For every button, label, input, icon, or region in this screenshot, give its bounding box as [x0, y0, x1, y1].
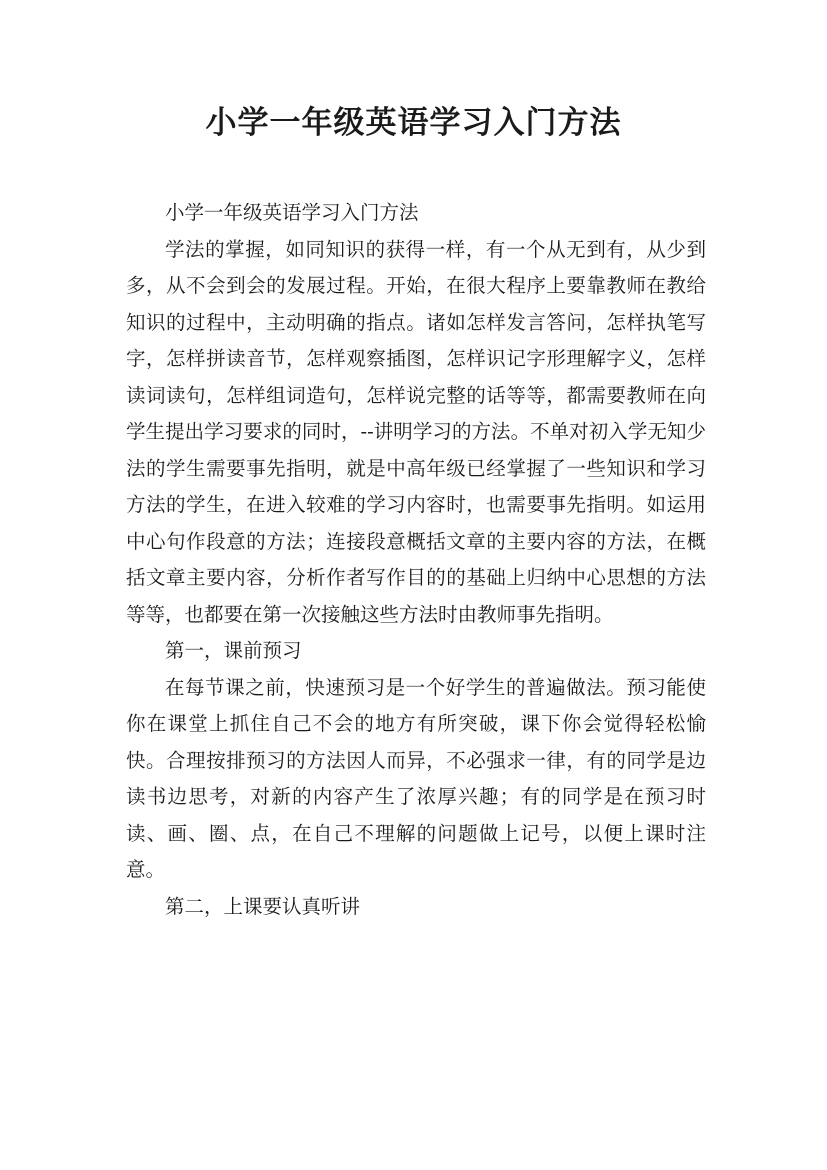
- document-title: 小学一年级英语学习入门方法: [205, 105, 622, 141]
- section-heading: 第二，上课要认真听讲: [165, 894, 361, 918]
- section-heading: 第一，课前预习: [165, 639, 302, 662]
- body-paragraph: 学法的掌握，如同知识的获得一样，有一个从无到有，从少到多，从不会到会的发展过程。开始，在很大程序上要靠教师在教给知识的过程中，主动明确的指点。诸如怎样发言答问，怎样执笔写字，怎样拼读音节，怎样观察插图，怎样识记字形理解字义，怎样读词读句，怎样组词造句，怎样说完整的话等等，都需要教师在向学生提出学习要求的同时，--讲明学习的方法。不单对初入学无知少法的学生需要事先指明，就是中高年级已经掌握了一些知识和学习方法的学生，在进入较难的学习内容时，也需要事先指明。如运用中心句作段意的方法；连接段意概括文章的主要内容的方法，在概括文章主要内容，分析作者写作目的的基础上归纳中心思想的方法等等，也都要在第一次接触这些方法时由教师事先指明。: [126, 237, 706, 626]
- subtitle-paragraph: 小学一年级英语学习入门方法: [165, 201, 419, 224]
- document-body: [126, 195, 706, 925]
- body-paragraph: 在每节课之前，快速预习是一个好学生的普遍做法。预习能使你在课堂上抓住自己不会的地方有所突破，课下你会觉得轻松愉快。合理按排预习的方法因人而异，不必强求一律，有的同学是边读书边思考，对新的内容产生了浓厚兴趣；有的同学是在预习时读、画、圈、点，在自己不理解的问题做上记号，以便上课时注意。: [126, 675, 706, 881]
